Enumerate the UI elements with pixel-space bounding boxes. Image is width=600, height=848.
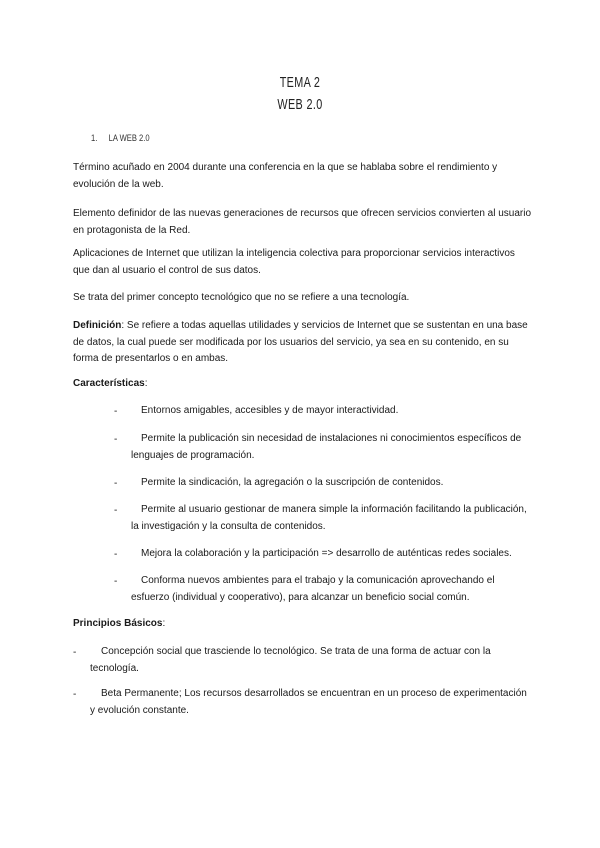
bullet-marker: -	[114, 434, 118, 445]
bullet-marker: -	[114, 505, 118, 516]
list-item: Concepción social que trasciende lo tecnológico. Se trata de una forma de actuar con la tecnología.	[90, 646, 491, 674]
section-heading	[91, 133, 150, 144]
doc-title-line2: WEB 2.0	[277, 96, 323, 113]
bullet-marker: -	[73, 689, 77, 700]
list-item: Permite la sindicación, la agregación o la suscripción de contenidos.	[141, 477, 444, 488]
definition-paragraph	[73, 318, 533, 368]
list-item: Beta Permanente; Los recursos desarrollados se encuentran en un proceso de experimentación y evolución constante.	[90, 688, 527, 716]
list-item: Permite la publicación sin necesidad de instalaciones ni conocimientos específicos de lenguajes de programación.	[131, 433, 522, 461]
list-item: Entornos amigables, accesibles y de mayor interactividad.	[141, 405, 399, 416]
bullet-marker: -	[114, 406, 118, 417]
paragraph: Se trata del primer concepto tecnológico que no se refiere a una tecnología.	[73, 292, 410, 303]
principles-colon: :	[162, 618, 166, 629]
doc-title-line1: TEMA 2	[279, 74, 321, 91]
bullet-marker: -	[114, 576, 118, 587]
list-item: Conforma nuevos ambientes para el trabajo y la comunicación aprovechando el esfuerzo (individual y cooperativo), para alcanzar un beneficio social común.	[131, 575, 495, 603]
list-item: Mejora la colaboración y la participación => desarrollo de auténticas redes sociales.	[141, 548, 512, 559]
principles-heading	[73, 616, 533, 633]
characteristics-heading-text: Características	[73, 378, 145, 389]
bullet-marker: -	[73, 647, 77, 658]
list-item: Permite al usuario gestionar de manera simple la información facilitando la publicación, la investigación y la consulta de contenidos.	[131, 504, 527, 532]
characteristics-heading	[73, 376, 533, 393]
principles-heading-text: Principios Básicos	[73, 618, 163, 629]
paragraph: Término acuñado en 2004 durante una conferencia en la que se hablaba sobre el rendimiento y evolución de la web.	[73, 162, 498, 190]
definition-text: : Se refiere a todas aquellas utilidades y servicios de Internet que se sustentan en una base de datos, la cual puede ser modificada por los usuarios del servicio, ya sea en su contenido, en su forma de presentarlos o en ambas.	[73, 320, 528, 364]
section-number: 1.	[91, 133, 98, 144]
characteristics-colon: :	[144, 378, 148, 389]
section-title: LA WEB 2.0	[108, 133, 150, 144]
definition-label: Definición	[73, 320, 122, 331]
bullet-marker: -	[114, 549, 118, 560]
paragraph: Aplicaciones de Internet que utilizan la inteligencia colectiva para proporcionar servicios interactivos que dan al usuario el control de sus datos.	[73, 248, 515, 276]
paragraph: Elemento definidor de las nuevas generaciones de recursos que ofrecen servicios convierten al usuario en protagonista de la Red.	[73, 208, 532, 236]
bullet-marker: -	[114, 478, 118, 489]
